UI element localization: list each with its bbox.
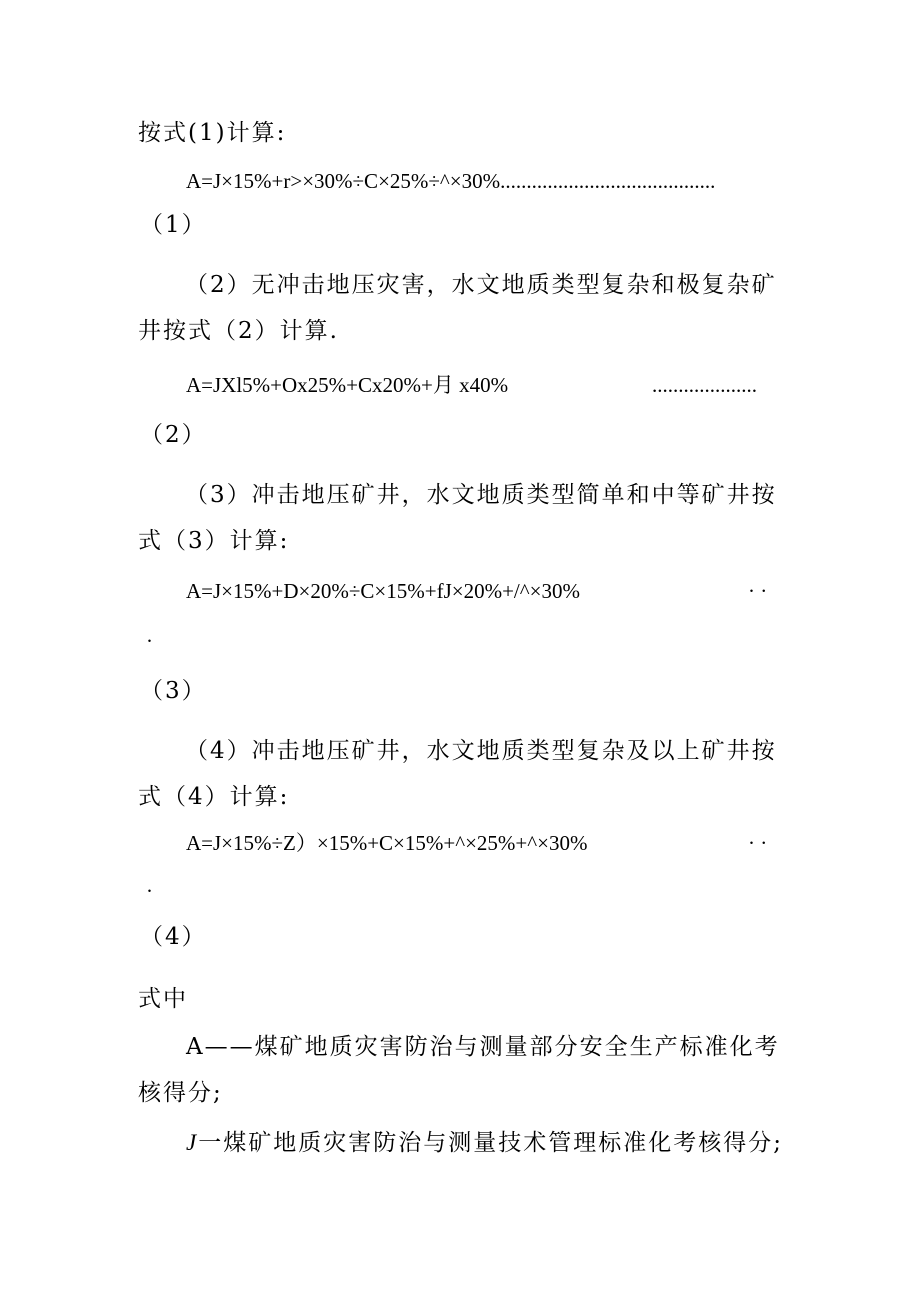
formula-2-leader-dots: .................... [652,373,757,397]
case-3-line-1: （3）冲击地压矿井，水文地质类型简单和中等矿井按 [185,482,777,508]
formula-2: A=JXl5%+Ox25%+Cx20%+月 x40% [186,373,509,397]
intro-line: 按式(1)计算: [138,120,287,146]
definition-a-line-1: A——煤矿地质灾害防治与测量部分安全生产标准化考 [186,1034,780,1060]
formula-1-number: （1） [140,212,207,238]
formula-3-leader-dots-wrap: · [146,629,153,653]
case-2-line-2: 井按式（2）计算. [138,318,339,344]
case-2-line-1: （2）无冲击地压灾害，水文地质类型复杂和极复杂矿 [185,272,777,298]
formula-2-number: （2） [140,422,207,448]
formula-4-leader-dots: · · [748,831,768,855]
formula-4-number: （4） [140,924,207,950]
definition-j-text: 一煤矿地质灾害防治与测量技术管理标准化考核得分; [198,1130,783,1156]
definition-a-line-2: 核得分; [138,1080,223,1106]
case-4-line-1: （4）冲击地压矿井，水文地质类型复杂及以上矿井按 [185,738,777,764]
case-4-line-2: 式（4）计算: [138,784,290,810]
formula-1: A=J×15%+r>×30%÷C×25%÷^×30%......................................... [186,169,716,193]
where-heading: 式中 [138,986,188,1012]
definition-j [186,1128,783,1158]
formula-3-leader-dots: · · [748,579,768,603]
formula-4-leader-dots-wrap: · [146,879,153,903]
formula-4: A=J×15%÷Z）×15%+C×15%+^×25%+^×30% [186,831,588,855]
definition-j-symbol: J [186,1130,199,1155]
formula-3: A=J×15%+D×20%÷C×15%+fJ×20%+/^×30% [186,579,580,603]
formula-3-number: （3） [140,678,207,704]
case-3-line-2: 式（3）计算: [138,528,290,554]
